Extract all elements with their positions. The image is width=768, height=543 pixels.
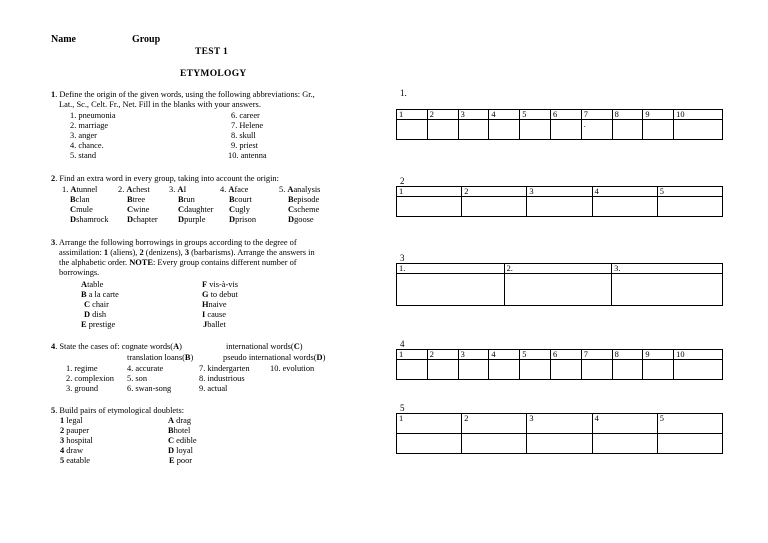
task4-col4: 10. evolution [270,364,315,373]
answer1-cell[interactable] [458,120,489,140]
answer2-cell[interactable] [397,197,462,217]
task4-line1b: international words(C) [226,342,303,351]
task3-line4: borrowings. [59,268,100,277]
answer1-cell[interactable] [427,120,458,140]
answer-grid-5: 1 2 3 4 5 [396,413,723,454]
answer3-cell[interactable] [612,274,723,306]
answer4-cell[interactable] [397,360,428,380]
task1-right-list: 6. career 7. Helene 8. skull 9. priest 10. antenna [228,111,267,160]
answer5-cell[interactable] [397,434,462,454]
answer3-cell[interactable] [397,274,505,306]
task1-left-list: 1. pneumonia 2. marriage 3. anger 4. chance. 5. stand [70,111,116,160]
test-title: TEST 1 [195,47,229,57]
task5-right-list: A drag Bhotel C edible D loyal E poor [168,416,197,465]
answer4-cell[interactable] [458,360,489,380]
answer3-cell[interactable] [504,274,612,306]
task2-line: 2. Find an extra word in every group, taking into account the origin: [51,174,279,183]
task3-right-list: F vis-à-vis G to debut Hnaive I cause Jballet [202,280,239,329]
answer4-cell[interactable] [427,360,458,380]
answer4-cell[interactable] [489,360,520,380]
answer1-cell[interactable] [397,120,428,140]
answer1-cell[interactable] [643,120,674,140]
subject-title: ETYMOLOGY [180,69,247,79]
answer3-label: 3 [400,253,405,263]
answer5-cell[interactable] [462,434,527,454]
task4-line1: 4. State the cases of: cognate words(A) [51,342,182,351]
task3-line3: the alphabetic order. NOTE: Every group contains different number of [59,258,297,267]
answer4-cell[interactable] [581,360,612,380]
task2-group-4: 4. Aface Bcourt Cugly Dprison [220,185,256,224]
answer2-label: 2 [400,176,405,186]
answer-grid-2: 1 2 3 4 5 [396,186,723,217]
task1-line1: 1. Define the origin of the given words, using the following abbreviations: Gr., [51,90,315,99]
task4-col1: 1. regime 2. complexion 3. ground [66,364,114,393]
answer1-cell[interactable]: . [581,120,612,140]
answer-grid-3: 1. 2. 3. [396,263,723,306]
answer5-cell[interactable] [657,434,722,454]
answer4-cell[interactable] [612,360,643,380]
answer-grid-1: 1 2 3 4 5 6 7 8 9 10 . [396,109,723,140]
answer5-label: 5 [400,403,405,413]
answer2-cell[interactable] [527,197,592,217]
task2-group-1: 1. Atunnel Bclan Cmule Dshamrock [62,185,109,224]
answer4-cell[interactable] [550,360,581,380]
answer2-cell[interactable] [657,197,722,217]
answer2-cell[interactable] [462,197,527,217]
task4-col3: 7. kindergarten 8. industrious 9. actual [199,364,250,393]
task1-line2: Lat., Sc., Celt. Fr., Net. Fill in the blanks with your answers. [59,100,261,109]
answer5-cell[interactable] [527,434,592,454]
task2-group-5: 5. Aanalysis Bepisode Cscheme Dgoose [279,185,321,224]
task4-line2a: translation loans(B) [127,353,194,362]
answer4-cell[interactable] [643,360,674,380]
task2-group-2: 2. Achest Btree Cwine Dchapter [118,185,158,224]
answer1-cell[interactable] [489,120,520,140]
answer1-label: 1. [400,88,407,98]
answer4-label: 4 [400,339,405,349]
group-label: Group [132,34,161,45]
task4-line2b: pseudo international words(D) [223,353,326,362]
task5-line: 5. Build pairs of etymological doublets: [51,406,185,415]
answer-grid-4: 1 2 3 4 5 6 7 8 9 10 [396,349,723,380]
answer4-cell[interactable] [520,360,551,380]
task3-line2: assimilation: 1 (aliens), 2 (denizens), 3 (barbarisms). Arrange the answers in [59,248,315,257]
task4-col2: 4. accurate 5. son 6. swan-song [127,364,172,393]
answer5-cell[interactable] [592,434,657,454]
task5-left-list: 1 legal 2 pauper 3 hospital 4 draw 5 eatable [60,416,93,465]
name-label: Name [51,34,76,45]
answer1-cell[interactable] [612,120,643,140]
task3-line1: 3. Arrange the following borrowings in groups according to the degree of [51,238,297,247]
answer1-cell[interactable] [674,120,723,140]
answer1-cell[interactable] [520,120,551,140]
task3-left-list: Atable B a la carte C chair D dish E prestige [81,280,119,329]
answer2-cell[interactable] [592,197,657,217]
task2-group-3: 3. AI Brun Cdaughter Dpurple [169,185,214,224]
answer4-cell[interactable] [674,360,723,380]
answer1-cell[interactable] [550,120,581,140]
